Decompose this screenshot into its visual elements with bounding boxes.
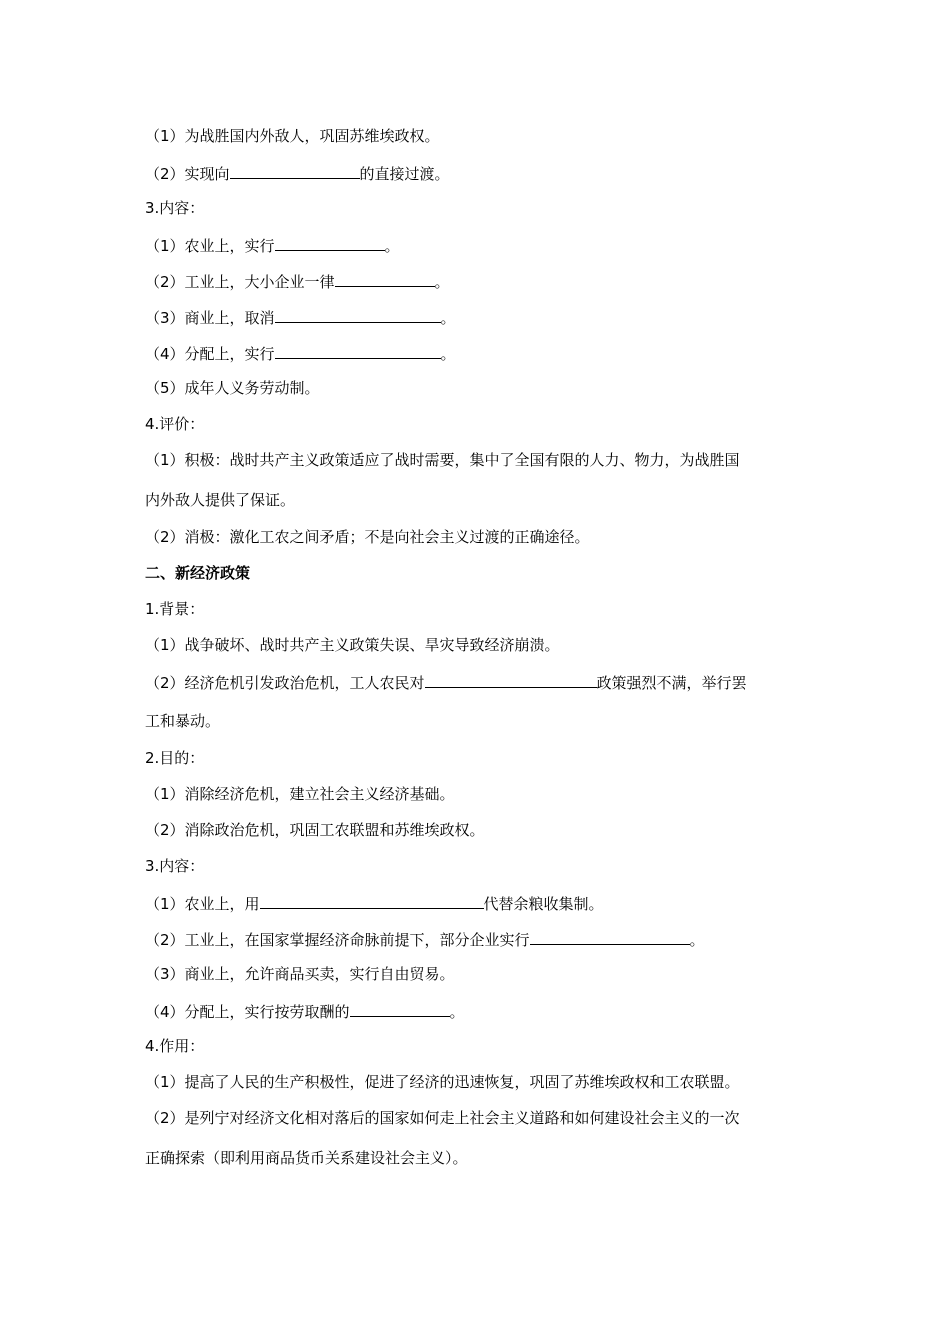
text: （1）消除经济危机，建立社会主义经济基础。 bbox=[145, 785, 455, 803]
s2-effect-item2-line1 bbox=[145, 1108, 740, 1128]
text: （4）分配上，实行 bbox=[145, 345, 275, 363]
fill-blank[interactable] bbox=[230, 162, 360, 179]
text: （2）消除政治危机，巩固工农联盟和苏维埃政权。 bbox=[145, 821, 485, 839]
text: （3）商业上，允许商品买卖，实行自由贸易。 bbox=[145, 965, 455, 983]
text: 代替余粮收集制。 bbox=[483, 895, 604, 913]
s2-effect-title bbox=[145, 1036, 204, 1056]
text: （2）实现向 bbox=[145, 165, 230, 183]
text: （1）为战胜国内外敌人，巩固苏维埃政权。 bbox=[145, 127, 440, 145]
s1-content-item1 bbox=[145, 234, 400, 256]
text: 2.目的： bbox=[145, 749, 205, 767]
text: 。 bbox=[434, 273, 450, 291]
s2-effect-item1 bbox=[145, 1072, 740, 1092]
s2-goal-item1 bbox=[145, 784, 455, 804]
s2-goal-title bbox=[145, 748, 204, 768]
text: 4.评价： bbox=[145, 415, 205, 433]
text: （5）成年人义务劳动制。 bbox=[145, 379, 320, 397]
text: （1）提高了人民的生产积极性，促进了经济的迅速恢复，巩固了苏维埃政权和工农联盟。 bbox=[145, 1073, 740, 1091]
fill-blank[interactable] bbox=[275, 234, 385, 251]
text: （1）战争破坏、战时共产主义政策失误、旱灾导致经济崩溃。 bbox=[145, 636, 560, 654]
text: 。 bbox=[440, 345, 456, 363]
s1-content-item4 bbox=[145, 342, 456, 364]
s2-content-item3 bbox=[145, 964, 455, 984]
s1-evaluation-title bbox=[145, 414, 204, 434]
fill-blank[interactable] bbox=[275, 342, 441, 359]
s2-goal-item2 bbox=[145, 820, 485, 840]
s1-evaluation-item2 bbox=[145, 527, 590, 547]
text: 的直接过渡。 bbox=[359, 165, 450, 183]
text: 4.作用： bbox=[145, 1037, 205, 1055]
s1-content-item2 bbox=[145, 270, 450, 292]
text: 3.内容： bbox=[145, 857, 205, 875]
s2-content-item1 bbox=[145, 892, 604, 914]
s2-background-item2-line2 bbox=[145, 711, 220, 731]
text: 内外敌人提供了保证。 bbox=[145, 491, 296, 509]
text: （1）农业上，实行 bbox=[145, 237, 275, 255]
fill-blank[interactable] bbox=[530, 928, 690, 945]
text: （3）商业上，取消 bbox=[145, 309, 275, 327]
text: 工和暴动。 bbox=[145, 712, 221, 730]
text: （2）经济危机引发政治危机，工人农民对 bbox=[145, 674, 425, 692]
fill-blank[interactable] bbox=[275, 306, 441, 323]
text: 二、新经济政策 bbox=[145, 564, 251, 582]
text: 。 bbox=[689, 931, 705, 949]
section2-heading bbox=[145, 563, 250, 583]
text: 。 bbox=[384, 237, 400, 255]
s2-content-item4 bbox=[145, 1000, 465, 1022]
s2-content-item2 bbox=[145, 928, 705, 950]
s2-content-title bbox=[145, 856, 204, 876]
text: 1.背景： bbox=[145, 600, 205, 618]
s1-evaluation-item1-line2 bbox=[145, 490, 295, 510]
fill-blank[interactable] bbox=[425, 671, 597, 688]
s2-background-item2 bbox=[145, 671, 747, 693]
text: （4）分配上，实行按劳取酬的 bbox=[145, 1003, 350, 1021]
text: （2）工业上，大小企业一律 bbox=[145, 273, 335, 291]
fill-blank[interactable] bbox=[350, 1000, 450, 1017]
fill-blank[interactable] bbox=[335, 270, 435, 287]
text: 正确探索（即利用商品货币关系建设社会主义）。 bbox=[145, 1149, 468, 1167]
text: （1）农业上，用 bbox=[145, 895, 260, 913]
text: 3.内容： bbox=[145, 199, 205, 217]
s1-evaluation-item1-line1 bbox=[145, 450, 740, 470]
text: （2）是列宁对经济文化相对落后的国家如何走上社会主义道路和如何建设社会主义的一次 bbox=[145, 1109, 740, 1127]
s1-purpose-item2 bbox=[145, 162, 450, 184]
fill-blank[interactable] bbox=[260, 892, 484, 909]
s2-background-title bbox=[145, 599, 204, 619]
text: （1）积极：战时共产主义政策适应了战时需要，集中了全国有限的人力、物力，为战胜国 bbox=[145, 451, 740, 469]
s1-content-item3 bbox=[145, 306, 456, 328]
text: 。 bbox=[449, 1003, 465, 1021]
text: 政策强烈不满，举行罢 bbox=[596, 674, 747, 692]
text: （2）工业上，在国家掌握经济命脉前提下，部分企业实行 bbox=[145, 931, 530, 949]
s2-effect-item2-line2 bbox=[145, 1148, 468, 1168]
s1-content-item5 bbox=[145, 378, 320, 398]
text: （2）消极：激化工农之间矛盾；不是向社会主义过渡的正确途径。 bbox=[145, 528, 590, 546]
s2-background-item1 bbox=[145, 635, 560, 655]
s1-content-title bbox=[145, 198, 204, 218]
text: 。 bbox=[440, 309, 456, 327]
s1-purpose-item1 bbox=[145, 126, 440, 146]
